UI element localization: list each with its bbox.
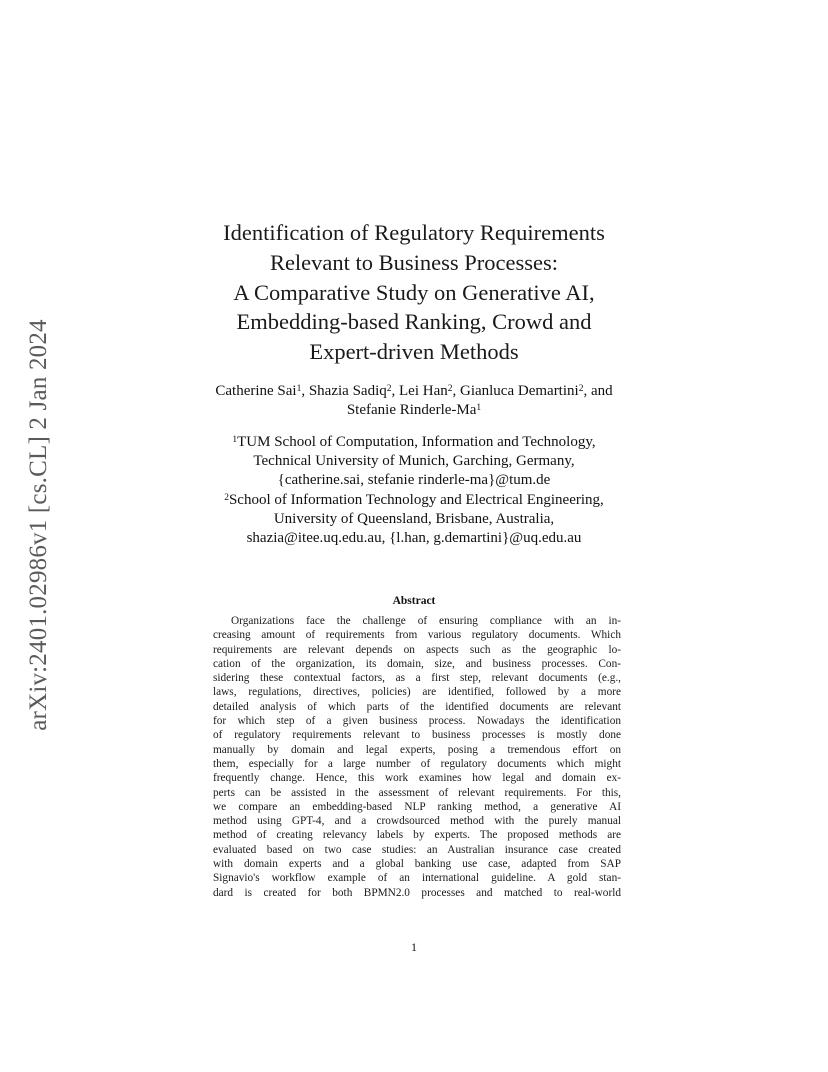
title-line: A Comparative Study on Generative AI,	[233, 279, 595, 305]
abstract-line: with domain experts and a global banking use case, adapted from SAP	[213, 858, 621, 871]
author-line	[140, 401, 688, 420]
affiliation-line	[140, 491, 688, 510]
abstract-line: method using GPT-4, and a crowdsourced method with the purely manual	[213, 815, 621, 828]
abstract-line: evaluated based on two case studies: an Australian insurance case created	[213, 843, 621, 856]
page-number: 1	[411, 940, 417, 954]
affiliation-email: shazia@itee.uq.edu.au, {l.han, g.demartini}@uq.edu.au	[246, 530, 582, 547]
affiliation-mark: 1	[232, 435, 238, 445]
abstract-line: frequently change. Hence, this work examines how legal and domain ex-	[213, 772, 621, 785]
abstract-line: dard is created for both BPMN2.0 processes and matched to real-world	[213, 886, 621, 899]
affiliation-mark: 2	[224, 492, 229, 503]
affiliation-mark: 2	[386, 384, 392, 394]
author-line	[140, 382, 688, 401]
abstract-line: requirements are relevant depends on aspects such as the geographic lo-	[213, 643, 621, 656]
arxiv-identifier-text: arXiv:2401.02986v1 [cs.CL] 2 Jan 2024	[25, 319, 53, 731]
author-name: Catherine Sai	[215, 383, 297, 399]
abstract-line: Organizations face the challenge of ensuring compliance with an in-	[231, 615, 621, 627]
affiliations	[140, 433, 688, 548]
author-separator: ,	[452, 383, 460, 399]
affiliation-text: TUM School of Computation, Information and Technology,	[237, 434, 596, 450]
author-list	[140, 382, 688, 420]
author-separator: ,	[391, 383, 399, 399]
title-line: Identification of Regulatory Requirements	[223, 220, 605, 245]
abstract-line: detailed analysis of which parts of the identified documents are relevant	[213, 700, 621, 713]
abstract-line: for which step of a given business process. Nowadays the identification	[213, 715, 621, 728]
abstract-line: of regulatory requirements relevant to business processes is mostly done	[213, 729, 621, 742]
abstract-line: method of creating relevancy labels by experts. The proposed methods are	[213, 829, 621, 842]
arxiv-identifier	[14, 295, 64, 755]
affiliation-mark: 2	[578, 384, 584, 394]
paper-title	[140, 218, 688, 367]
affiliation-mark: 2	[447, 384, 453, 394]
affiliation-mark: 1	[296, 384, 302, 394]
abstract-line: perts can be assisted in the assessment of relevant requirements. For this,	[213, 786, 621, 799]
title-line: Embedding-based Ranking, Crowd and	[236, 309, 592, 335]
title-line: Expert-driven Methods	[309, 339, 519, 365]
author-name: Gianluca Demartini	[459, 383, 579, 399]
abstract-line: manually by domain and legal experts, posing a tremendous effort on	[213, 743, 621, 756]
abstract-heading: Abstract	[392, 595, 436, 607]
affiliation-line: University of Queensland, Brisbane, Australia,	[273, 510, 555, 527]
abstract-line: we compare an embedding-based NLP ranking method, a generative AI	[213, 800, 621, 813]
abstract-line: cation of the organization, its domain, size, and business processes. Con-	[213, 657, 621, 670]
affiliation-line: Technical University of Munich, Garching, Germany,	[253, 453, 575, 470]
abstract-body	[213, 614, 621, 900]
author-name: Stefanie Rinderle-Ma	[346, 402, 477, 418]
affiliation-email: {catherine.sai, stefanie rinderle-ma}@tum.de	[277, 472, 551, 489]
author-name: Shazia Sadiq	[308, 383, 387, 399]
abstract-line: laws, regulations, directives, policies) are identified, followed by a more	[213, 686, 621, 699]
abstract-line: sidering these contextual factors, as a first step, relevant documents (e.g.,	[213, 672, 621, 685]
affiliation-text: School of Information Technology and Electrical Engineering,	[228, 491, 604, 508]
affiliation-line	[140, 433, 688, 452]
author-separator: , and	[583, 383, 613, 399]
abstract-line: Signavio's workflow example of an international guideline. A gold stan-	[213, 872, 621, 885]
title-line: Relevant to Business Processes:	[269, 249, 559, 275]
abstract-line: creasing amount of requirements from various regulatory documents. Which	[213, 629, 621, 642]
affiliation-mark: 1	[476, 403, 482, 413]
author-separator: ,	[301, 383, 309, 399]
author-name: Lei Han	[399, 383, 448, 399]
abstract-line: them, especially for a large number of regulatory documents which might	[213, 757, 621, 770]
